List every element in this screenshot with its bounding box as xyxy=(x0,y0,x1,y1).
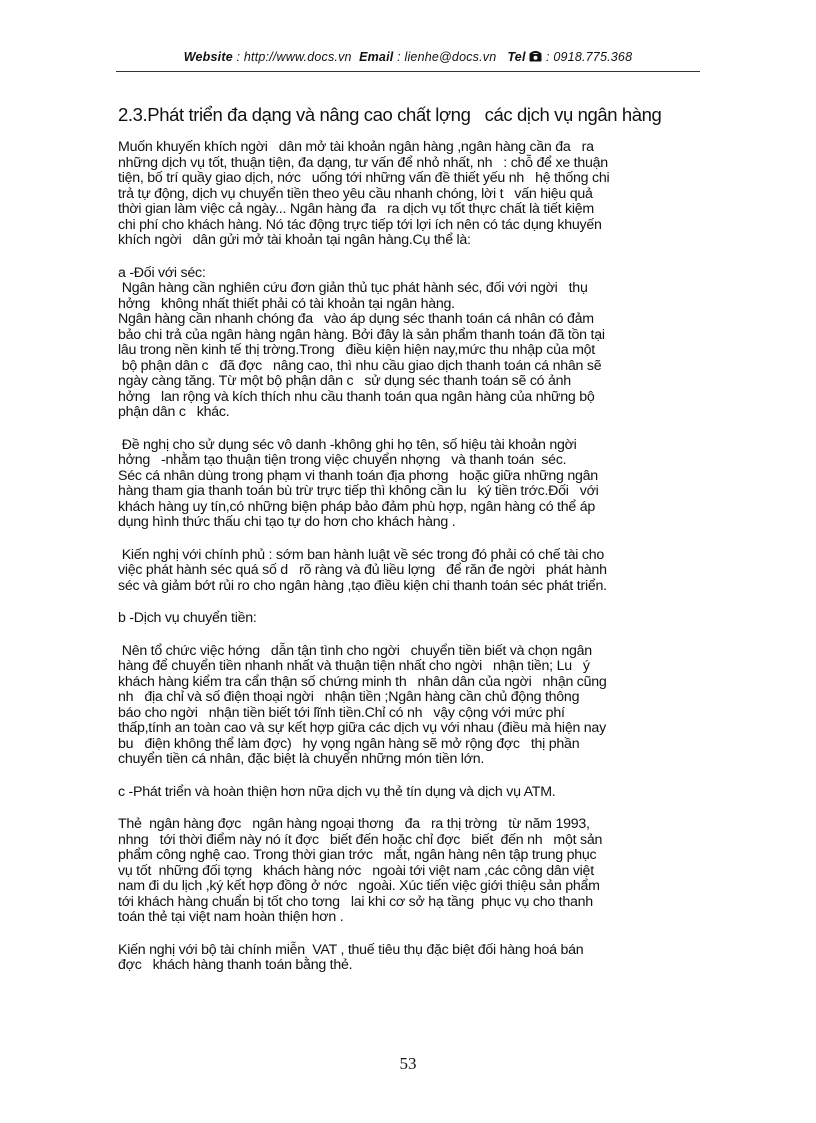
paragraph xyxy=(118,943,684,974)
text-line: việc phát hành séc quá số d rõ ràng và đủ liều lợng để răn đe ngời phát hành xyxy=(118,562,607,578)
text-line: Ngân hàng cần nhanh chóng đa vào áp dụng séc thanh toán cá nhân có đảm xyxy=(118,311,594,327)
paragraph xyxy=(118,548,684,595)
email-label: Email xyxy=(359,50,394,64)
paragraph xyxy=(118,611,684,627)
text-line: hởng -nhằm tạo thuận tiện trong việc chuyển nhợng và thanh toán séc. xyxy=(118,452,567,468)
text-line: thời gian làm việc cả ngày... Ngân hàng đa ra dịch vụ tốt thực chất là tiết kiệm xyxy=(118,201,594,217)
text-line: bộ phận dân c đã đợc nâng cao, thì nhu cầu giao dịch thanh toán cá nhân sẽ xyxy=(118,357,602,374)
text-line: nh địa chỉ và số điện thoại ngời nhận tiền ;Ngân hàng cần chủ động thông xyxy=(118,689,580,705)
text-line: Ngân hàng cần nghiên cứu đơn giản thủ tục phát hành séc, đối với ngời thụ xyxy=(118,280,588,296)
text-line: bu điện không thể làm đợc) hy vọng ngân hàng sẽ mở rộng đợc thị phần xyxy=(118,735,580,752)
text-line: đợc khách hàng thanh toán bằng thẻ. xyxy=(118,957,353,973)
text-line: Kiến nghị với chính phủ : sớm ban hành luật về séc trong đó phải có chế tài cho xyxy=(118,546,605,563)
text-line: Thẻ ngân hàng đợc ngân hàng ngoại thơng đa ra thị trờng từ năm 1993, xyxy=(118,816,590,832)
phone-icon xyxy=(529,50,546,64)
paragraph xyxy=(118,817,684,926)
page-number: 53 xyxy=(399,1054,417,1073)
text-line: dụng hình thức thấu chi tạo tự do hơn cho khách hàng . xyxy=(118,514,456,530)
text-line: c -Phát triển và hoàn thiện hơn nữa dịch vụ thẻ tín dụng và dịch vụ ATM. xyxy=(118,783,556,800)
paragraph xyxy=(118,438,684,531)
text-line: lâu trong nền kinh tế thị trờng.Trong điều kiện hiện nay,mức thu nhập của một xyxy=(118,342,595,358)
email-value: : lienhe@docs.vn xyxy=(397,50,497,64)
body-content xyxy=(118,140,684,991)
text-line: bảo chi trả của ngân hàng ngân hàng. Bởi đây là sản phẩm thanh toán đã tồn tại xyxy=(118,326,605,343)
page-header xyxy=(118,50,698,64)
text-line: b -Dịch vụ chuyển tiền: xyxy=(118,610,257,626)
text-line: Nên tổ chức việc hớng dẫn tận tình cho ngời chuyển tiền biết và chọn ngân xyxy=(118,642,592,659)
text-line: phận dân c khác. xyxy=(118,404,230,420)
tel-label: Tel xyxy=(507,50,526,64)
text-line: toán thẻ tại việt nam hoàn thiện hơn . xyxy=(118,909,344,925)
text-line: phẩm công nghệ cao. Trong thời gian trớc mắt, ngân hàng nên tập trung phục xyxy=(118,847,597,863)
text-line: séc và giảm bớt rủi ro cho ngân hàng ,tạo điều kiện chi thanh toán séc phát triển. xyxy=(118,577,607,594)
text-line: Kiến nghị với bộ tài chính miễn VAT , thuế tiêu thụ đặc biệt đối hàng hoá bán xyxy=(118,941,584,958)
text-line: nam đi du lịch ,ký kết hợp đồng ở nớc ngoài. Xúc tiến việc giới thiệu sản phẩm xyxy=(118,878,600,894)
tel-value: : 0918.775.368 xyxy=(546,50,633,64)
website-label: Website xyxy=(183,50,233,64)
text-line: Đề nghị cho sử dụng séc vô danh -không ghi họ tên, số hiệu tài khoản ngời xyxy=(118,436,577,453)
text-line: vụ tốt những đối tợng khách hàng nớc ngoài tới việt nam ,các công dân việt xyxy=(118,862,594,879)
text-line: khích ngời dân gửi mở tài khoản tại ngân hàng.Cụ thể là: xyxy=(118,232,471,248)
text-line: báo cho ngời nhận tiền biết tới lĩnh tiền.Chỉ có nh vậy cộng với mức phí xyxy=(118,704,565,721)
text-line: chi phí cho khách hàng. Nó tác động trực tiếp tới lợi ích nên có tác dụng khuyến xyxy=(118,216,602,233)
text-line: khách hàng kiểm tra cẩn thận số chứng minh th nhân dân của ngời nhận cũng xyxy=(118,673,607,690)
text-line: hàng tham gia thanh toán bù trừ trực tiếp thì không cần lu ký tiền trớc.Đối với xyxy=(118,483,599,499)
text-line: nhng tới thời điểm này nó ít đợc biết đến hoặc chỉ đợc biết đến nh một sản xyxy=(118,831,603,848)
paragraph xyxy=(118,785,684,801)
section-title: 2.3.Phát triển đa dạng và nâng cao chất lợng các dịch vụ ngân hàng xyxy=(118,104,662,125)
text-line: tới khách hàng chuẩn bị tốt cho tơng lai khi cơ sở hạ tầng phục vụ cho thanh xyxy=(118,893,593,910)
text-line: Muốn khuyến khích ngời dân mở tài khoản ngân hàng ,ngân hàng cần đa ra xyxy=(118,139,594,155)
header-rule xyxy=(116,71,700,72)
paragraph xyxy=(118,140,684,249)
text-line: hàng để chuyển tiền nhanh nhất và thuận tiện nhất cho ngời nhận tiền; Lu ý xyxy=(118,658,590,674)
text-line: tiện, bố trí quầy giao dịch, nớc uống tới những vấn đề thiết yếu nh hệ thống chi xyxy=(118,170,610,186)
text-line: ngày càng tăng. Từ một bộ phận dân c sử dụng séc thanh toán sẽ có ảnh xyxy=(118,373,571,389)
text-line: chuyển tiền cá nhân, đặc biệt là chuyển những món tiền lớn. xyxy=(118,751,485,767)
text-line: khách hàng uy tín,có những biện pháp bảo đảm phù hợp, ngân hàng có thể áp xyxy=(118,498,596,515)
text-line: hởng không nhất thiết phải có tài khoản tại ngân hàng. xyxy=(118,295,455,312)
website-value: : http://www.docs.vn xyxy=(236,50,352,64)
text-line: trả tự động, dịch vụ chuyển tiền theo yêu cầu nhanh chóng, lời t vấn hiệu quả xyxy=(118,185,593,202)
text-line: thấp,tính an toàn cao và sự kết hợp giữa các dịch vụ với nhau (điều mà hiện nay xyxy=(118,720,606,736)
paragraph xyxy=(118,266,684,421)
paragraph xyxy=(118,644,684,768)
text-line: hởng lan rộng và kích thích nhu cầu thanh toán qua ngân hàng của những bộ xyxy=(118,388,595,405)
text-line: a -Đối với séc: xyxy=(118,264,206,281)
text-line: Séc cá nhân dùng trong phạm vi thanh toán địa phơng hoặc giữa những ngân xyxy=(118,467,598,484)
text-line: những dịch vụ tốt, thuận tiện, đa dạng, tư vấn để nhỏ nhất, nh : chỗ để xe thuận xyxy=(118,154,608,171)
